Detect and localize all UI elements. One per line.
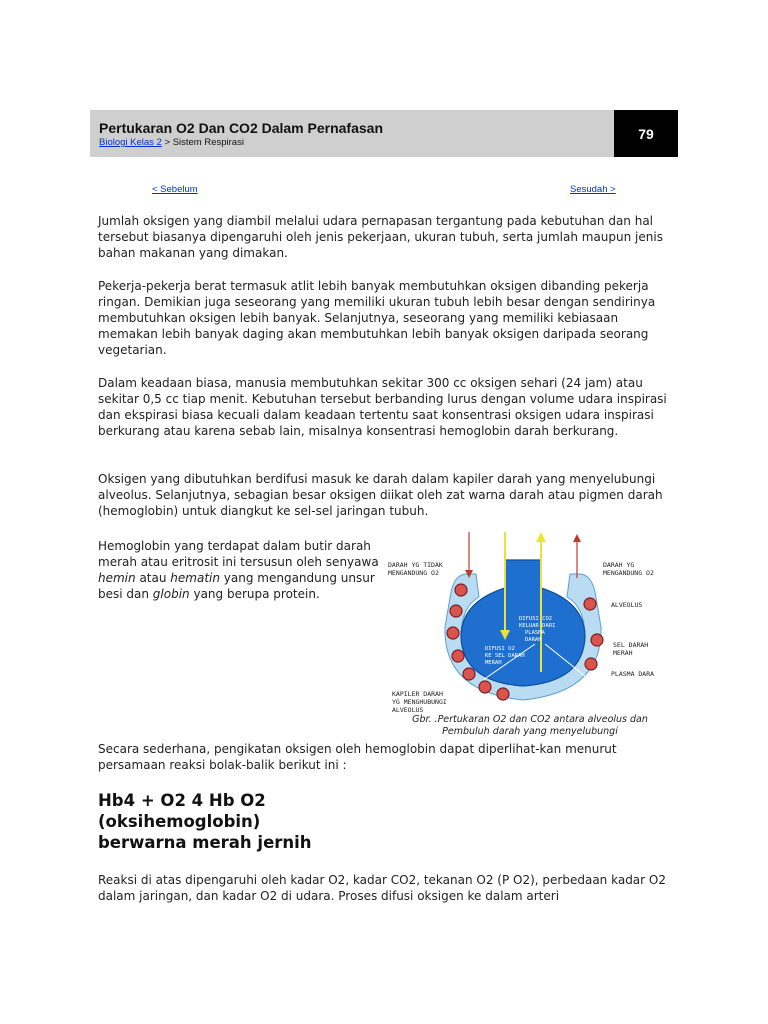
paragraph-1: Jumlah oksigen yang diambil melalui udara pernapasan tergantung pada kebutuhan dan hal tersebut biasanya dipengaruhi oleh jenis pekerjaan, ukuran tubuh, serta jumlah maupun jenis bahan makanan yang dimakan. [98,214,663,260]
figure-caption-line-1: Gbr. .Pertukaran O2 dan CO2 antara alveolus dan [412,714,648,725]
paragraph-3: Dalam keadaan biasa, manusia membutuhkan sekitar 300 cc oksigen sehari (24 jam) atau sekitar 0,5 cc tiap menit. Kebutuhan tersebut berbanding lurus dengan volume udara inspirasi dan ekspirasi biasa kecuali dalam keadaan tertentu saat konsentrasi oksigen udara inspirasi berkurang atau karena sebab lain, misalnya konsentrasi hemoglobin darah berkurang. [98,376,667,438]
paragraph-2: Pekerja-pekerja berat termasuk atlit lebih banyak membutuhkan oksigen dibanding pekerja ringan. Demikian juga seseorang yang memiliki ukuran tubuh lebih besar dengan sendirinya membutuhkan oksigen lebih banyak. Selanjutnya, seseorang yang memiliki kebiasaan memakan lebih banyak daging akan membutuhkan lebih banyak oksigen daripada seorang vegetarian. [98,279,656,357]
breadcrumb-link-biologi[interactable]: Biologi Kelas 2 [99,137,162,148]
breadcrumb-current: Sistem Respirasi [172,137,244,148]
red-blood-cell [479,681,491,693]
paragraph-5-text-1: Hemoglobin yang terdapat dalam butir darah merah atau eritrosit ini tersusun oleh senyawa [98,539,379,569]
alveolus-diagram [385,532,675,717]
page-title: Pertukaran O2 Dan CO2 Dalam Pernafasan [99,120,384,136]
label-rbc-1: SEL DARAH [613,641,649,649]
label-co2-4: DARAH [525,637,542,643]
label-plasma: PLASMA DARA [611,670,655,678]
breadcrumb [99,137,244,148]
formula-line-3: berwarna merah jernih [98,833,312,852]
label-capillary-3: ALVEOLUS [392,706,424,714]
label-no-o2-1: DARAH YG TIDAK [388,561,443,569]
label-o2-1: DIFUSI O2 [485,646,515,652]
term-hemin: hemin [98,571,136,585]
paragraph-5-text-4: yang berupa protein. [189,587,320,601]
paragraph-5 [98,538,393,602]
paragraph-4: Oksigen yang dibutuhkan berdifusi masuk ke darah dalam kapiler darah yang menyelubungi alveolus. Selanjutnya, sebagian besar oksigen diikat oleh zat warna darah atau pigmen darah (hemoglobin) untuk diangkut ke sel-sel jaringan tubuh. [98,472,663,518]
breadcrumb-separator: > [161,137,173,148]
label-rbc-2: MERAH [613,649,633,657]
red-blood-cell [591,634,603,646]
label-with-o2-2: MENGANDUNG O2 [603,569,654,577]
red-blood-cell [585,658,597,670]
label-no-o2-2: MENGANDUNG O2 [388,569,439,577]
previous-link[interactable]: < Sebelum [152,184,198,195]
label-co2-1: DIFUSI CO2 [519,616,553,622]
label-o2-2: KE SEL DARAH [485,653,525,659]
label-capillary-1: KAPILER DARAH [392,690,443,698]
label-co2-2: KELUAR DARI [519,623,556,629]
figure-caption-line-2: Pembuluh darah yang menyelubungi [442,726,618,737]
label-with-o2-1: DARAH YG [603,561,635,569]
red-blood-cell [455,584,467,596]
blood-out-arrow-head [573,534,581,542]
document-header [90,110,614,157]
label-alveolus: ALVEOLUS [611,601,643,609]
red-blood-cell [450,605,462,617]
red-blood-cell [584,598,596,610]
term-hematin: hematin [170,571,220,585]
red-blood-cell [452,650,464,662]
paragraph-5-text-3: yang mengandung unsur besi dan [98,571,375,601]
red-blood-cell [463,668,475,680]
label-capillary-2: YG MENGHUBUNGI [392,698,447,706]
formula-line-1: Hb4 + O2 4 Hb O2 [98,791,266,810]
paragraph-7: Reaksi di atas dipengaruhi oleh kadar O2, kadar CO2, tekanan O2 (P O2), perbedaan kadar O2 dalam jaringan, dan kadar O2 di udara. Proses difusi oksigen ke dalam arteri [98,873,666,903]
co2-outflow-arrow-head [536,532,546,542]
figure-caption [385,714,675,738]
paragraph-5-text-2: atau [135,571,171,585]
alveolus-figure [385,532,675,717]
red-blood-cell [497,688,509,700]
formula-line-2: (oksihemoglobin) [98,812,261,831]
reaction-formula [98,790,498,853]
label-o2-3: MERAH [485,660,502,666]
next-link[interactable]: Sesudah > [570,184,616,195]
paragraph-6: Secara sederhana, pengikatan oksigen oleh hemoglobin dapat diperlihat-kan menurut persamaan reaksi bolak-balik berikut ini : [98,742,617,772]
term-globin: globin [152,587,190,601]
label-co2-3: PLASMA [525,630,545,636]
page-number-badge: 79 [614,110,678,157]
red-blood-cell [447,627,459,639]
